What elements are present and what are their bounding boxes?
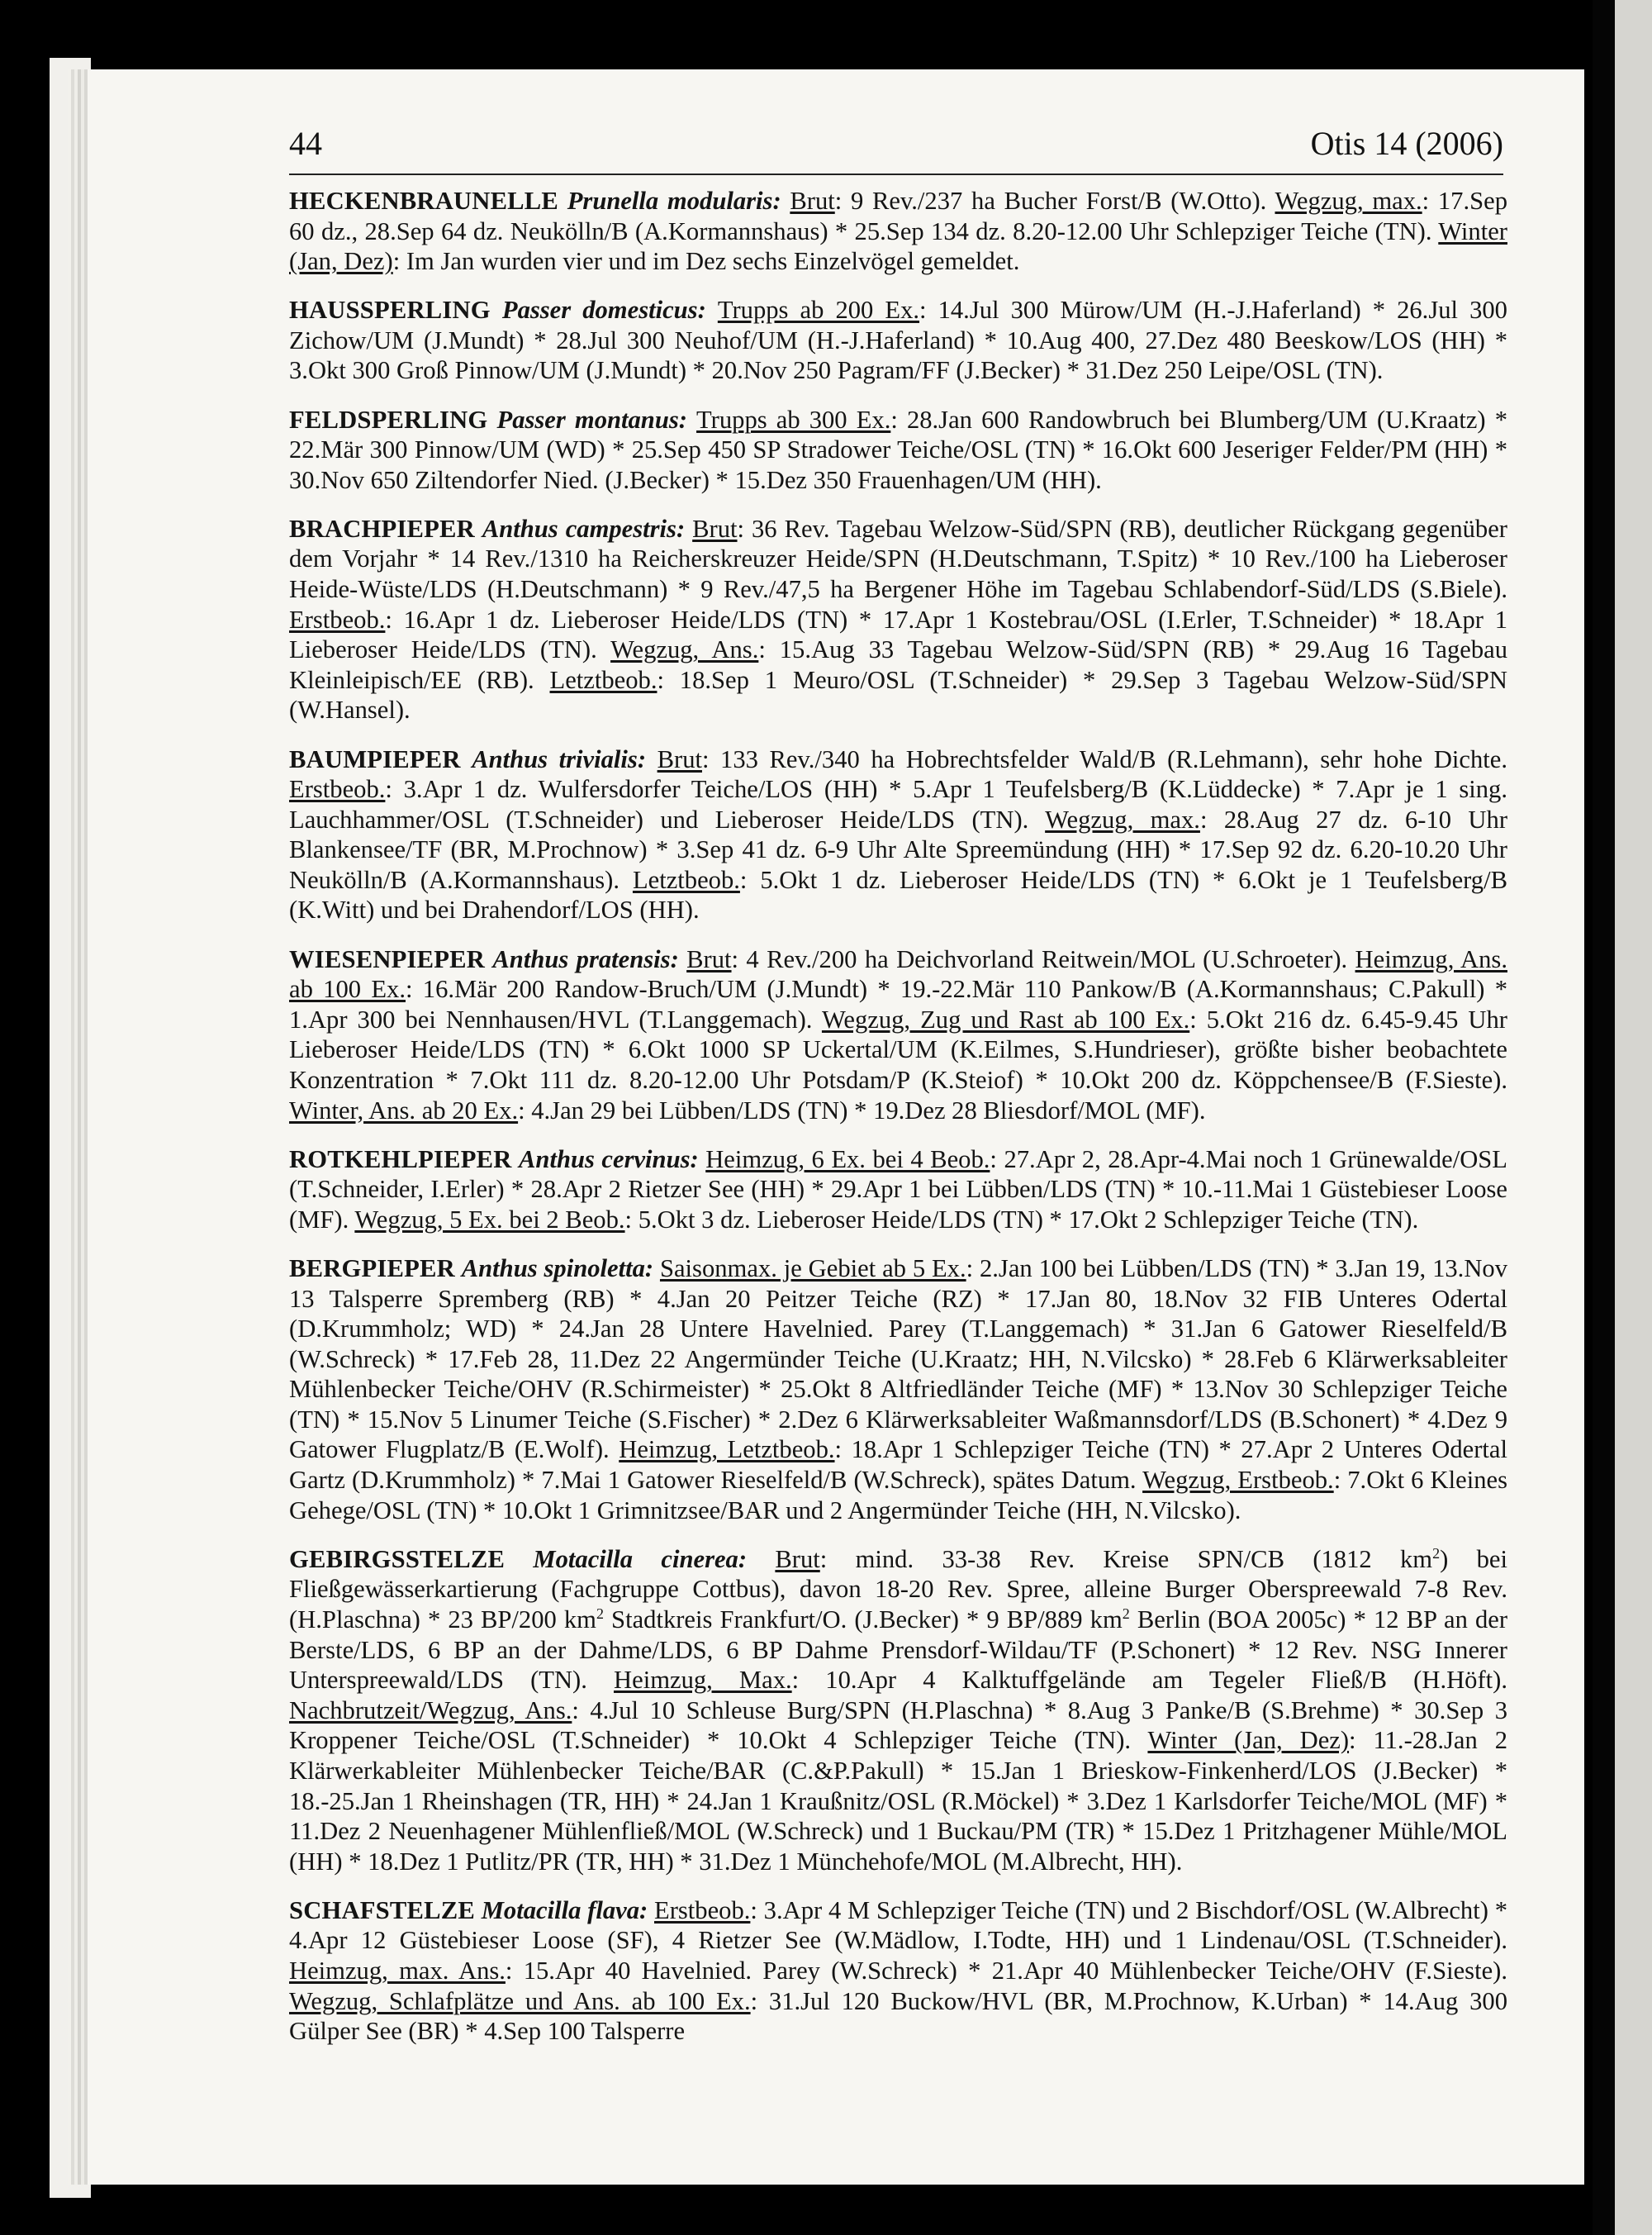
- record-text: : 27.Apr 2, 28.Apr-4.Mai noch 1 Grünewalde/OSL (T.Schneider, I.Erler) * 28.Apr 2 Rietzer See (HH) * 29.Apr 1 bei Lübben/LDS (TN) * 10.-11.Mai 1 Güstebieser Loose (MF).: [289, 1144, 1507, 1234]
- article-body: [289, 186, 1507, 2065]
- species-common-name: WIESENPIEPER: [289, 944, 486, 973]
- record-text: : 14.Jul 300 Mürow/UM (H.-J.Haferland) * 26.Jul 300 Zichow/UM (J.Mundt) * 28.Jul 300 Neuhof/UM (H.-J.Haferland) * 10.Aug 400, 27.Dez 480 Beeskow/LOS (HH) * 3.Okt 300 Groß Pinnow/UM (J.Mundt) * 20.Nov 250 Pagram/FF (J.Becker) * 31.Dez 250 Leipe/OSL (TN).: [289, 296, 1507, 385]
- record-text: Berlin (BOA 2005c) * 12 BP an der Berste/LDS, 6 BP an der Dahme/LDS, 6 BP Dahme Prensdorf-Wildau/TF (P.Schonert) * 12 Rev. NSG Innerer Unterspreewald/LDS (TN).: [289, 1605, 1508, 1695]
- record-text: : 133 Rev./340 ha Hobrechtsfelder Wald/B (R.Lehmann), sehr hohe Dichte.: [701, 744, 1508, 773]
- section-label: Heimzug, Ans. ab 100 Ex.: [289, 944, 1507, 1004]
- species-entry: WIESENPIEPER Anthus pratensis: Brut: 4 Rev./200 ha Deichvorland Reitwein/MOL (U.Schroeter). Heimzug, Ans. ab 100 Ex.: 16.Mär 200 Randow-Bruch/UM (J.Mundt) * 19.-22.Mär 110 Pankow/B (A.Kormannshaus; C.Pakull) * 1.Apr 300 bei Nennhausen/HVL (T.Langgemach). Wegzug, Zug und Rast ab 100 Ex.: 5.Okt 216 dz. 6.45-9.45 Uhr Lieberoser Heide/LDS (TN) * 6.Okt 1000 SP Uckertal/UM (K.Eilmes, S.Hundrieser), größte bisher beobachtete Konzentration * 7.Okt 111 dz. 8.20-12.00 Uhr Potsdam/P (K.Steiof) * 10.Okt 200 dz. Köppchensee/B (F.Sieste). Winter, Ans. ab 20 Ex.: 4.Jan 29 bei Lübben/LDS (TN) * 19.Dez 28 Bliesdorf/MOL (MF).: [289, 944, 1507, 1125]
- species-entry: FELDSPERLING Passer montanus: Trupps ab 300 Ex.: 28.Jan 600 Randowbruch bei Blumberg/UM (U.Kraatz) * 22.Mär 300 Pinnow/UM (WD) * 25.Sep 450 SP Stradower Teiche/OSL (TN) * 16.Okt 600 Jeseriger Felder/PM (HH) * 30.Nov 650 Ziltendorfer Nied. (J.Becker) * 15.Dez 350 Frauenhagen/UM (HH).: [289, 405, 1507, 494]
- superscript: 2: [596, 1605, 604, 1622]
- species-scientific-name: Passer montanus: [496, 405, 679, 434]
- species-common-name: ROTKEHLPIEPER: [289, 1144, 512, 1173]
- record-text: : 9 Rev./237 ha Bucher Forst/B (W.Otto).: [834, 187, 1275, 215]
- species-common-name: BERGPIEPER: [289, 1253, 455, 1282]
- species-entry: ROTKEHLPIEPER Anthus cervinus: Heimzug, 6 Ex. bei 4 Beob.: 27.Apr 2, 28.Apr-4.Mai noch 1 Grünewalde/OSL (T.Schneider, I.Erler) * 28.Apr 2 Rietzer See (HH) * 29.Apr 1 bei Lübben/LDS (TN) * 10.-11.Mai 1 Güstebieser Loose (MF). Wegzug, 5 Ex. bei 2 Beob.: 5.Okt 3 dz. Lieberoser Heide/LDS (TN) * 17.Okt 2 Schlepziger Teiche (TN).: [289, 1144, 1507, 1234]
- species-common-name: BAUMPIEPER: [289, 744, 461, 773]
- next-page-edge: [1615, 0, 1652, 2235]
- record-text: : 16.Apr 1 dz. Lieberoser Heide/LDS (TN) * 17.Apr 1 Kostebrau/OSL (I.Erler, T.Schneider) * 18.Apr 1 Lieberoser Heide/LDS (TN).: [289, 605, 1507, 664]
- species-entry: HECKENBRAUNELLE Prunella modularis: Brut: 9 Rev./237 ha Bucher Forst/B (W.Otto). Wegzug, max.: 17.Sep 60 dz., 28.Sep 64 dz. Neukölln/B (A.Kormannshaus) * 25.Sep 134 dz. 8.20-12.00 Uhr Schlepziger Teiche (TN). Winter (Jan, Dez): Im Jan wurden vier und im Dez sechs Einzelvögel gemeldet.: [289, 187, 1508, 276]
- section-label: Letztbeob.: [632, 865, 740, 894]
- species-scientific-name: Anthus spinoletta: [461, 1253, 645, 1282]
- record-text: : 10.Apr 4 Kalktuffgelände am Tegeler Fließ/B (H.Höft).: [791, 1666, 1508, 1695]
- record-text: : 36 Rev. Tagebau Welzow-Süd/SPN (RB), deutlicher Rückgang gegenüber dem Vorjahr * 14 Rev./1310 ha Reicherskreuzer Heide/SPN (H.Deutschmann, T.Spitz) * 10 Rev./100 ha Lieberoser Heide-Wüste/LDS (H.Deutschmann) * 9 Rev./47,5 ha Bergener Höhe im Tagebau Schlabendorf-Süd/LDS (S.Biele).: [289, 514, 1507, 604]
- species-scientific-name: Motacilla cinerea: [533, 1544, 738, 1573]
- record-text: : 28.Aug 27 dz. 6-10 Uhr Blankensee/TF (BR, M.Prochnow) * 3.Sep 41 dz. 6-9 Uhr Alte Spreemündung (HH) * 17.Sep 92 dz. 6.20-10.20 Uhr Neukölln/B (A.Kormannshaus).: [289, 805, 1508, 894]
- section-label: Brut: [657, 744, 702, 773]
- section-label: Erstbeob.: [289, 605, 386, 634]
- section-label: Saisonmax. je Gebiet ab 5 Ex.: [659, 1253, 966, 1282]
- record-text: : 5.Okt 216 dz. 6.45-9.45 Uhr Lieberoser Heide/LDS (TN) * 6.Okt 1000 SP Uckertal/UM (K.Eilmes, S.Hundrieser), größte bisher beobachtete Konzentration * 7.Okt 111 dz. 8.20-12.00 Uhr Potsdam/P (K.Steiof) * 10.Okt 200 dz. Köppchensee/B (F.Sieste).: [289, 1005, 1507, 1094]
- record-text: : 4.Jan 29 bei Lübben/LDS (TN) * 19.Dez 28 Bliesdorf/MOL (MF).: [518, 1096, 1206, 1125]
- section-label: Wegzug, Ans.: [610, 635, 759, 664]
- section-label: Brut: [692, 514, 738, 543]
- species-entry: BERGPIEPER Anthus spinoletta: Saisonmax. je Gebiet ab 5 Ex.: 2.Jan 100 bei Lübben/LDS (TN) * 3.Jan 19, 13.Nov 13 Talsperre Spremberg (RB) * 4.Jan 20 Peitzer Teiche (RZ) * 17.Jan 80, 18.Nov 32 FIB Unteres Odertal (D.Krummholz; WD) * 24.Jan 28 Untere Havelnied. Parey (T.Langgemach) * 31.Jan 6 Gatower Rieselfeld/B (W.Schreck) * 17.Feb 28, 11.Dez 22 Angermünder Teiche (U.Kraatz; HH, N.Vilcsko) * 28.Feb 6 Klärwerksableiter Mühlenbecker Teiche/OHV (R.Schirmeister) * 25.Okt 8 Altfriedländer Teiche (MF) * 13.Nov 30 Schlepziger Teiche (TN) * 15.Nov 5 Linumer Teiche (S.Fischer) * 2.Dez 6 Klärwerksableiter Waßmannsdorf/LDS (B.Schonert) * 4.Dez 9 Gatower Flugplatz/B (E.Wolf). Heimzug, Letztbeob.: 18.Apr 1 Schlepziger Teiche (TN) * 27.Apr 2 Unteres Odertal Gartz (D.Krummholz) * 7.Mai 1 Gatower Rieselfeld/B (W.Schreck), spätes Datum. Wegzug, Erstbeob.: 7.Okt 6 Kleines Gehege/OSL (TN) * 10.Okt 1 Grimnitzsee/BAR und 2 Angermünder Teiche (HH, N.Vilcsko).: [289, 1253, 1508, 1524]
- section-label: Heimzug, max. Ans.: [289, 1956, 506, 1985]
- record-text: : 18.Apr 1 Schlepziger Teiche (TN) * 27.Apr 2 Unteres Odertal Gartz (D.Krummholz) * 7.Mai 1 Gatower Rieselfeld/B (W.Schreck), spätes Datum.: [289, 1435, 1508, 1495]
- record-text: : 11.-28.Jan 2 Klärwerkableiter Mühlenbecker Teiche/BAR (C.&P.Pakull) * 15.Jan 1 Brieskow-Finkenherd/LOS (J.Becker) * 18.-25.Jan 1 Rheinshagen (TR, HH) * 24.Jan 1 Kraußnitz/OSL (R.Möckel) * 3.Dez 1 Karlsdorfer Teiche/MOL (MF) * 11.Dez 2 Neuenhagener Mühlenfließ/MOL (W.Schreck) und 1 Buckau/PM (TR) * 15.Dez 1 Pritzhagener Mühle/MOL (HH) * 18.Dez 1 Putlitz/PR (TR, HH) * 31.Dez 1 Münchehofe/MOL (M.Albrecht, HH).: [289, 1726, 1507, 1876]
- section-label: Wegzug, Schlafplätze und Ans. ab 100 Ex.: [289, 1986, 751, 2015]
- section-label: Wegzug, max.: [1045, 805, 1200, 834]
- section-label: Wegzug, Erstbeob.: [1142, 1466, 1334, 1495]
- section-label: Nachbrutzeit/Wegzug, Ans.: [289, 1695, 572, 1724]
- record-text: : 5.Okt 1 dz. Lieberoser Heide/LDS (TN) * 6.Okt je 1 Teufelsberg/B (K.Witt) und bei Drahendorf/LOS (HH).: [289, 865, 1507, 925]
- page-number: 44: [289, 125, 322, 162]
- journal-citation: Otis 14 (2006): [1310, 125, 1503, 162]
- record-text: : 3.Apr 4 M Schlepziger Teiche (TN) und 2 Bischdorf/OSL (W.Albrecht) * 4.Apr 12 Güstebieser Loose (SF), 4 Rietzer See (W.Mädlow, I.Todte, HH) und 1 Lindenau/OSL (T.Schneider).: [289, 1895, 1507, 1955]
- species-common-name: HAUSSPERLING: [289, 296, 491, 325]
- species-scientific-name: Anthus campestris: [482, 514, 676, 543]
- species-scientific-name: Anthus cervinus: [519, 1144, 691, 1173]
- section-label: Winter (Jan, Dez): [1147, 1726, 1350, 1755]
- section-label: Wegzug, 5 Ex. bei 2 Beob.: [354, 1205, 625, 1234]
- species-entry: BAUMPIEPER Anthus trivialis: Brut: 133 Rev./340 ha Hobrechtsfelder Wald/B (R.Lehmann), sehr hohe Dichte. Erstbeob.: 3.Apr 1 dz. Wulfersdorfer Teiche/LOS (HH) * 5.Apr 1 Teufelsberg/B (K.Lüddecke) * 7.Apr je 1 sing. Lauchhammer/OSL (T.Schneider) und Lieberoser Heide/LDS (TN). Wegzug, max.: 28.Aug 27 dz. 6-10 Uhr Blankensee/TF (BR, M.Prochnow) * 3.Sep 41 dz. 6-9 Uhr Alte Spreemündung (HH) * 17.Sep 92 dz. 6.20-10.20 Uhr Neukölln/B (A.Kormannshaus). Letztbeob.: 5.Okt 1 dz. Lieberoser Heide/LDS (TN) * 6.Okt je 1 Teufelsberg/B (K.Witt) und bei Drahendorf/LOS (HH).: [289, 744, 1508, 925]
- species-scientific-name: Motacilla flava: [481, 1895, 640, 1924]
- species-scientific-name: Prunella modularis: [567, 187, 773, 215]
- record-text: : 4.Jul 10 Schleuse Burg/SPN (H.Plaschna) * 8.Aug 3 Panke/B (S.Brehme) * 30.Sep 3 Kroppener Teiche/OSL (T.Schneider) * 10.Okt 4 Schlepziger Teiche (TN).: [289, 1695, 1508, 1755]
- superscript: 2: [1122, 1605, 1130, 1622]
- page-stack-edge: [50, 58, 91, 2198]
- record-text: : 5.Okt 3 dz. Lieberoser Heide/LDS (TN) * 17.Okt 2 Schlepziger Teiche (TN).: [624, 1205, 1419, 1234]
- species-common-name: FELDSPERLING: [289, 405, 488, 434]
- species-scientific-name: Anthus pratensis: [492, 944, 671, 973]
- species-common-name: BRACHPIEPER: [289, 514, 475, 543]
- species-common-name: SCHAFSTELZE: [289, 1895, 475, 1924]
- species-common-name: GEBIRGSSTELZE: [289, 1544, 506, 1573]
- section-label: Wegzug, max.: [1275, 187, 1422, 215]
- section-label: Heimzug, Max.: [614, 1666, 792, 1695]
- record-text: : 4 Rev./200 ha Deichvorland Reitwein/MOL (U.Schroeter).: [731, 944, 1355, 973]
- section-label: Erstbeob.: [289, 775, 386, 804]
- species-entry: SCHAFSTELZE Motacilla flava: Erstbeob.: 3.Apr 4 M Schlepziger Teiche (TN) und 2 Bischdorf/OSL (W.Albrecht) * 4.Apr 12 Güstebieser Loose (SF), 4 Rietzer See (W.Mädlow, I.Todte, HH) und 1 Lindenau/OSL (T.Schneider). Heimzug, max. Ans.: 15.Apr 40 Havelnied. Parey (W.Schreck) * 21.Apr 40 Mühlenbecker Teiche/OHV (F.Sieste). Wegzug, Schlafplätze und Ans. ab 100 Ex.: 31.Jul 120 Buckow/HVL (BR, M.Prochnow, K.Urban) * 14.Aug 300 Gülper See (BR) * 4.Sep 100 Talsperre: [289, 1895, 1507, 2046]
- species-entry: HAUSSPERLING Passer domesticus: Trupps ab 200 Ex.: 14.Jul 300 Mürow/UM (H.-J.Haferland) * 26.Jul 300 Zichow/UM (J.Mundt) * 28.Jul 300 Neuhof/UM (H.-J.Haferland) * 10.Aug 400, 27.Dez 480 Beeskow/LOS (HH) * 3.Okt 300 Groß Pinnow/UM (J.Mundt) * 20.Nov 250 Pagram/FF (J.Becker) * 31.Dez 250 Leipe/OSL (TN).: [289, 296, 1507, 385]
- section-label: Brut: [775, 1544, 820, 1573]
- superscript: 2: [1432, 1544, 1441, 1562]
- record-text: ) bei Fließgewässerkartierung (Fachgruppe Cottbus), davon 18-20 Rev. Spree, alleine Burger Oberspreewald 7-8 Rev. (H.Plaschna) * 23 BP/200 km: [289, 1544, 1507, 1633]
- section-label: Letztbeob.: [549, 665, 657, 694]
- species-entry: GEBIRGSSTELZE Motacilla cinerea: Brut: mind. 33-38 Rev. Kreise SPN/CB (1812 $km^2$) bei Fließgewässerkartierung (Fachgruppe Cottbus), davon 18-20 Rev. Spree, alleine Burger Oberspreewald 7-8 Rev. (H.Plaschna) * 23 BP/200 $km^2$ Stadtkreis Frankfurt/O. (J.Becker) * 9 BP/889 $km^2$ Berlin (BOA 2005c) * 12 BP an der Berste/LDS, 6 BP an der Dahme/LDS, 6 BP Dahme Prensdorf-Wildau/TF (P.Schonert) * 12 Rev. NSG Innerer Unterspreewald/LDS (TN). Heimzug, Max.: 10.Apr 4 Kalktuffgelände am Tegeler Fließ/B (H.Höft). Nachbrutzeit/Wegzug, Ans.: 4.Jul 10 Schleuse Burg/SPN (H.Plaschna) * 8.Aug 3 Panke/B (S.Brehme) * 30.Sep 3 Kroppener Teiche/OSL (T.Schneider) * 10.Okt 4 Schlepziger Teiche (TN). Winter (Jan, Dez): 11.-28.Jan 2 Klärwerkableiter Mühlenbecker Teiche/BAR (C.&P.Pakull) * 15.Jan 1 Brieskow-Finkenherd/LOS (J.Becker) * 18.-25.Jan 1 Rheinshagen (TR, HH) * 24.Jan 1 Kraußnitz/OSL (R.Möckel) * 3.Dez 1 Karlsdorfer Teiche/MOL (MF) * 11.Dez 2 Neuenhagener Mühlenfließ/MOL (W.Schreck) und 1 Buckau/PM (TR) * 15.Dez 1 Pritzhagener Mühle/MOL (HH) * 18.Dez 1 Putlitz/PR (TR, HH) * 31.Dez 1 Münchehofe/MOL (M.Albrecht, HH).: [289, 1544, 1508, 1876]
- record-text: : 15.Apr 40 Havelnied. Parey (W.Schreck) * 21.Apr 40 Mühlenbecker Teiche/OHV (F.Sieste).: [505, 1956, 1507, 1985]
- page-header: [289, 124, 1503, 175]
- section-label: Brut: [790, 187, 835, 215]
- record-text: : 7.Okt 6 Kleines Gehege/OSL (TN) * 10.Okt 1 Grimnitzsee/BAR und 2 Angermünder Teiche (HH, N.Vilcsko).: [289, 1466, 1507, 1524]
- section-label: Trupps ab 300 Ex.: [696, 405, 891, 434]
- record-text: : 28.Jan 600 Randowbruch bei Blumberg/UM (U.Kraatz) * 22.Mär 300 Pinnow/UM (WD) * 25.Sep 450 SP Stradower Teiche/OSL (TN) * 16.Okt 600 Jeseriger Felder/PM (HH) * 30.Nov 650 Ziltendorfer Nied. (J.Becker) * 15.Dez 350 Frauenhagen/UM (HH).: [289, 405, 1507, 494]
- record-text: Stadtkreis Frankfurt/O. (J.Becker) * 9 BP/889 km: [603, 1605, 1123, 1633]
- section-label: Heimzug, Letztbeob.: [619, 1435, 835, 1464]
- record-text: : 18.Sep 1 Meuro/OSL (T.Schneider) * 29.Sep 3 Tagebau Welzow-Süd/SPN (W.Hansel).: [289, 665, 1507, 725]
- section-label: Wegzug, Zug und Rast ab 100 Ex.: [821, 1005, 1190, 1034]
- record-text: : mind. 33-38 Rev. Kreise SPN/CB (1812 km: [819, 1544, 1433, 1573]
- section-label: Heimzug, 6 Ex. bei 4 Beob.: [705, 1144, 990, 1173]
- record-text: : 3.Apr 1 dz. Wulfersdorfer Teiche/LOS (HH) * 5.Apr 1 Teufelsberg/B (K.Lüddecke) * 7.Apr je 1 sing. Lauchhammer/OSL (T.Schneider) und Lieberoser Heide/LDS (TN).: [289, 775, 1507, 834]
- record-text: : 16.Mär 200 Randow-Bruch/UM (J.Mundt) * 19.-22.Mär 110 Pankow/B (A.Kormannshaus; C.Pakull) * 1.Apr 300 bei Nennhausen/HVL (T.Langgemach).: [289, 975, 1507, 1034]
- record-text: : 15.Aug 33 Tagebau Welzow-Süd/SPN (RB) * 29.Aug 16 Tagebau Kleinleipisch/EE (RB).: [289, 635, 1508, 694]
- section-label: Trupps ab 200 Ex.: [717, 296, 920, 325]
- species-scientific-name: Anthus trivialis: [472, 744, 638, 773]
- species-scientific-name: Passer domesticus: [501, 296, 698, 325]
- section-label: Winter, Ans. ab 20 Ex.: [289, 1096, 519, 1125]
- record-text: : 31.Jul 120 Buckow/HVL (BR, M.Prochnow, K.Urban) * 14.Aug 300 Gülper See (BR) * 4.Sep 100 Talsperre: [289, 1986, 1507, 2046]
- species-entry: BRACHPIEPER Anthus campestris: Brut: 36 Rev. Tagebau Welzow-Süd/SPN (RB), deutlicher Rückgang gegenüber dem Vorjahr * 14 Rev./1310 ha Reicherskreuzer Heide/SPN (H.Deutschmann, T.Spitz) * 10 Rev./100 ha Lieberoser Heide-Wüste/LDS (H.Deutschmann) * 9 Rev./47,5 ha Bergener Höhe im Tagebau Schlabendorf-Süd/LDS (S.Biele). Erstbeob.: 16.Apr 1 dz. Lieberoser Heide/LDS (TN) * 17.Apr 1 Kostebrau/OSL (I.Erler, T.Schneider) * 18.Apr 1 Lieberoser Heide/LDS (TN). Wegzug, Ans.: 15.Aug 33 Tagebau Welzow-Süd/SPN (RB) * 29.Aug 16 Tagebau Kleinleipisch/EE (RB). Letztbeob.: 18.Sep 1 Meuro/OSL (T.Schneider) * 29.Sep 3 Tagebau Welzow-Süd/SPN (W.Hansel).: [289, 514, 1508, 725]
- record-text: : 2.Jan 100 bei Lübben/LDS (TN) * 3.Jan 19, 13.Nov 13 Talsperre Spremberg (RB) * 4.Jan 20 Peitzer Teiche (RZ) * 17.Jan 80, 18.Nov 32 FIB Unteres Odertal (D.Krummholz; WD) * 24.Jan 28 Untere Havelnied. Parey (T.Langgemach) * 31.Jan 6 Gatower Rieselfeld/B (W.Schreck) * 17.Feb 28, 11.Dez 22 Angermünder Teiche (U.Kraatz; HH, N.Vilcsko) * 28.Feb 6 Klärwerksableiter Mühlenbecker Teiche/OHV (R.Schirmeister) * 25.Okt 8 Altfriedländer Teiche (MF) * 13.Nov 30 Schlepziger Teiche (TN) * 15.Nov 5 Linumer Teiche (S.Fischer) * 2.Dez 6 Klärwerksableiter Waßmannsdorf/LDS (B.Schonert) * 4.Dez 9 Gatower Flugplatz/B (E.Wolf).: [289, 1253, 1508, 1464]
- section-label: Erstbeob.: [654, 1895, 751, 1924]
- section-label: Winter (Jan, Dez): [289, 216, 1507, 276]
- record-text: : 17.Sep 60 dz., 28.Sep 64 dz. Neukölln/B (A.Kormannshaus) * 25.Sep 134 dz. 8.20-12.00 Uhr Schlepziger Teiche (TN).: [289, 187, 1508, 245]
- binding-shadow: [1593, 0, 1615, 2235]
- species-common-name: HECKENBRAUNELLE: [289, 187, 558, 215]
- section-label: Brut: [686, 944, 732, 973]
- record-text: : Im Jan wurden vier und im Dez sechs Einzelvögel gemeldet.: [392, 247, 1020, 276]
